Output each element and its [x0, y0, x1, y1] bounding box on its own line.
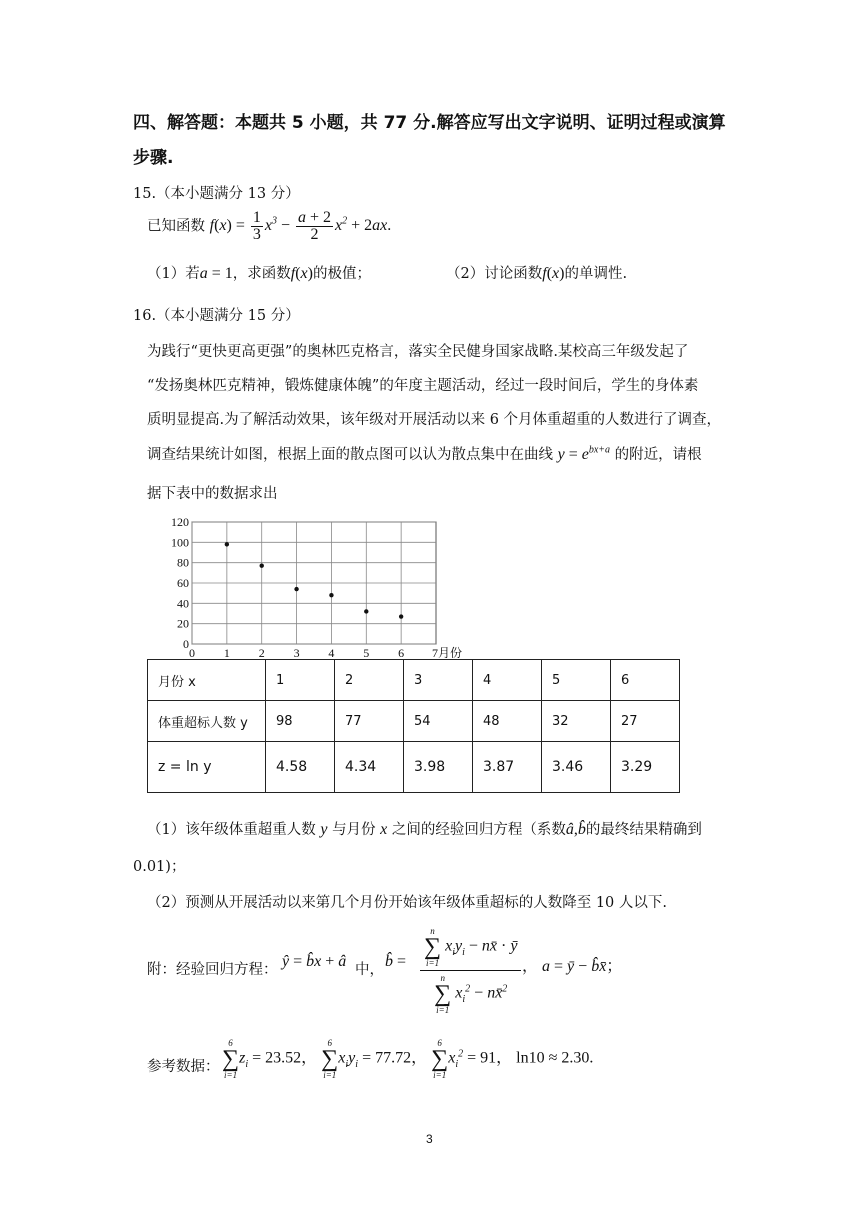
data-point — [260, 564, 264, 568]
appendix-label: 附：经验回归方程： — [147, 962, 278, 978]
q15-f-of-x-2: f(x) — [542, 265, 565, 282]
ref-value-x2: 91 — [480, 1049, 497, 1067]
data-point — [329, 593, 333, 597]
chart-grid — [192, 522, 436, 644]
y-tick-label: 40 — [177, 596, 189, 611]
row-header-ln: z = ln y — [148, 742, 266, 793]
scatter-chart — [160, 512, 480, 660]
q15-part1-mid: ，求函数 — [232, 266, 291, 282]
table-cell: 54 — [404, 701, 473, 742]
q16-appendix-label — [147, 958, 278, 979]
data-point — [364, 609, 368, 613]
q16-body-line4-suffix: 的附近，请根 — [614, 447, 702, 463]
table-cell: 3.29 — [611, 742, 680, 793]
data-point — [225, 542, 229, 546]
y-tick-label: 20 — [177, 616, 189, 631]
q15-part1-suffix: 的极值； — [312, 266, 371, 282]
q16-header: 16.（本小题满分 15 分） — [133, 308, 300, 324]
y-tick-label: 100 — [171, 535, 189, 550]
x-tick-label: 3 — [293, 646, 300, 660]
table-cell: 4 — [473, 660, 542, 701]
q15-function-formula: f(x) = $\frac{1}{3}$ $x^3$ − $\frac{a + 2}{2}$ $x^2 + 2ax$. — [209, 209, 392, 244]
q16-part1-line1 — [147, 818, 702, 839]
table-cell: 5 — [542, 660, 611, 701]
q16-body-line5: 据下表中的数据求出 — [147, 486, 278, 502]
q15-f-of-x-1: f(x) — [290, 265, 313, 282]
data-point — [399, 614, 403, 618]
section-heading-line1: 四、解答题：本题共 5 小题，共 77 分.解答应写出文字说明、证明过程或演算 — [133, 113, 726, 133]
row-header-month: 月份 x — [148, 660, 266, 701]
section-heading-line2: 步骤. — [133, 148, 174, 168]
q16-part1-mid1: 与月份 — [332, 822, 376, 838]
x-tick-label: 6 — [398, 646, 405, 660]
table-cell: 6 — [611, 660, 680, 701]
q16-part1-prefix: （1）该年级体重超重人数 — [147, 822, 316, 838]
row-header-count: 体重超标人数 y — [148, 701, 266, 742]
q16-part1-line2: 0.01)； — [133, 859, 186, 875]
table-cell: 3.46 — [542, 742, 611, 793]
coef-a-b-hat: â,b̂ — [565, 821, 586, 838]
appendix-mid: 中， — [355, 962, 384, 978]
x-tick-label: 2 — [258, 646, 265, 660]
q15-part2-prefix: （2）讨论函数 — [446, 266, 543, 282]
table-row-month — [148, 660, 680, 701]
q15-part1 — [147, 262, 371, 283]
q16-body-line4-prefix: 调查结果统计如图，根据上面的散点图可以认为散点集中在曲线 — [147, 447, 553, 463]
x-tick-label: 0 — [189, 646, 195, 660]
table-cell: 1 — [266, 660, 335, 701]
b-hat-symbol: b̂ = — [385, 953, 407, 970]
x-tick-label: 1 — [223, 646, 230, 660]
table-cell: 3.87 — [473, 742, 542, 793]
q16-body-line3: 质明显提高.为了解活动效果，该年级对开展活动以来 6 个月体重超重的人数进行了调查， — [147, 412, 722, 428]
regression-equation: ŷ = b̂x + â — [282, 953, 347, 970]
q15-stem — [147, 204, 391, 244]
table-cell: 3.98 — [404, 742, 473, 793]
x-axis-end-label: 7月份 — [432, 646, 463, 660]
table-cell: 4.58 — [266, 742, 335, 793]
x-tick-label: 4 — [328, 646, 335, 660]
ref-value-xy: 77.72 — [375, 1049, 412, 1067]
table-cell: 48 — [473, 701, 542, 742]
q16-curve-formula: $y = e^{bx+a}$ — [557, 444, 611, 463]
page-number: 3 — [426, 1132, 433, 1146]
table-cell: 32 — [542, 701, 611, 742]
y-tick-label: 120 — [171, 515, 189, 529]
table-cell: 3 — [404, 660, 473, 701]
ref-label: 参考数据： — [147, 1059, 220, 1075]
x-tick-label: 5 — [363, 646, 370, 660]
q15-a-equals-1: a = 1 — [199, 265, 233, 282]
ref-value-z: 23.52 — [265, 1049, 302, 1067]
q15-header: 15.（本小题满分 13 分） — [133, 186, 300, 202]
q15-part2-suffix: 的单调性. — [564, 266, 628, 282]
ref-value-ln10: 2.30 — [561, 1049, 590, 1067]
q15-part1-prefix: （1）若 — [147, 266, 200, 282]
ref-data-formulas: 6 ∑ i=1 $z_i = 23.52$， 6 ∑ i=1 $x_iy_i = 77.72$， 6 ∑ i=1 $x_i^2 = 91$， ln10 ≈ 2.30. — [222, 1038, 594, 1080]
q16-part1-mid2: 之间的经验回归方程（系数 — [391, 822, 566, 838]
table-cell: 98 — [266, 701, 335, 742]
chart-points — [225, 542, 404, 619]
a-formula: ， a = ȳ − b̂x̄； — [522, 958, 623, 975]
y-tick-label: 60 — [177, 576, 189, 590]
y-tick-label: 80 — [177, 555, 189, 570]
table-cell: 2 — [335, 660, 404, 701]
data-point — [294, 587, 298, 591]
data-table — [147, 659, 680, 793]
q16-body-line4 — [147, 443, 702, 464]
table-cell: 4.34 — [335, 742, 404, 793]
b-hat-fraction: n ∑ i=1 $x_iy_i$ − nx̄ · ȳ n ∑ i=1 $x_i^2$ − nx̄$^2$ — [420, 926, 521, 1015]
table-row-count — [148, 701, 680, 742]
q16-body-line1: 为践行“更快更高更强”的奥林匹克格言，落实全民健身国家战略.某校高三年级发起了 — [147, 344, 689, 360]
q15-part2 — [446, 262, 627, 283]
var-y: y — [320, 821, 328, 838]
chart-ticks — [171, 515, 462, 660]
table-row-ln — [148, 742, 680, 793]
table-cell: 27 — [611, 701, 680, 742]
var-x: x — [380, 821, 388, 838]
q16-body-line2: “发扬奥林匹克精神，锻炼健康体魄”的年度主题活动，经过一段时间后，学生的身体素 — [147, 378, 699, 394]
q15-stem-prefix: 已知函数 — [147, 218, 205, 235]
q16-part2: （2）预测从开展活动以来第几个月份开始该年级体重超标的人数降至 10 人以下. — [147, 895, 668, 911]
table-cell: 77 — [335, 701, 404, 742]
y-tick-label: 0 — [183, 637, 189, 651]
q16-part1-suffix: 的最终结果精确到 — [585, 822, 702, 838]
